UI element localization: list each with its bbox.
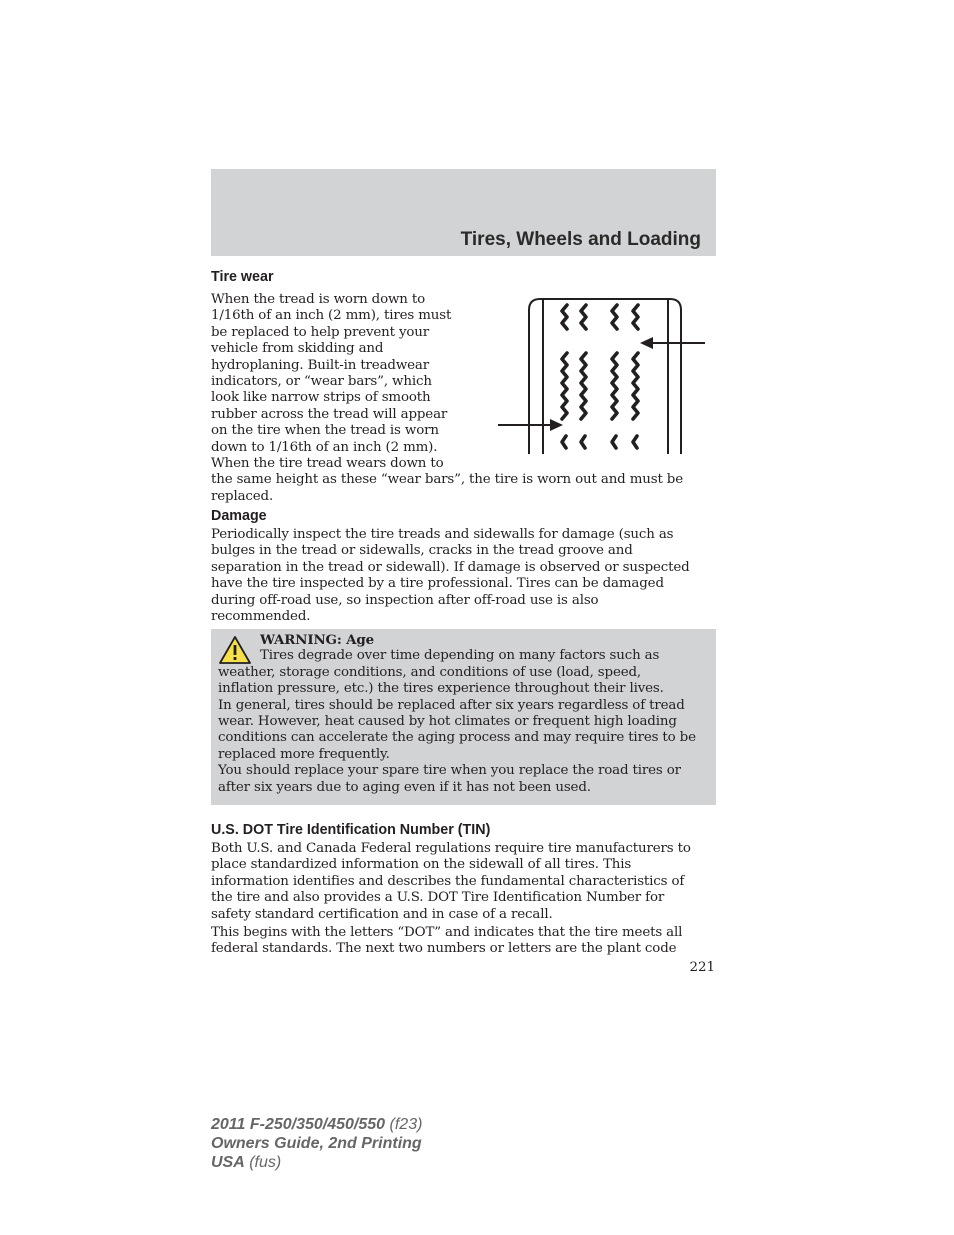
tire-wear-heading: Tire wear	[211, 269, 274, 285]
section-header	[211, 169, 716, 256]
text-line: When the tread is worn down to	[211, 292, 426, 307]
text-line: place standardized information on the sidewall of all tires. This	[211, 857, 632, 873]
text-line: Both U.S. and Canada Federal regulations require tire manufacturers to	[211, 841, 691, 856]
footer-market-line	[211, 1153, 422, 1172]
footer-model: 2011 F-250/350/450/550	[211, 1116, 386, 1133]
text-line: inflation pressure, etc.) the tires experience throughout their lives.	[218, 681, 664, 697]
text-line: hydroplaning. Built-in treadwear	[211, 357, 430, 373]
text-line: Periodically inspect the tire treads and sidewalls for damage (such as	[211, 527, 674, 542]
warning-title: WARNING: Age	[260, 632, 374, 648]
text-line: look like narrow strips of smooth	[211, 390, 431, 406]
page-number: 221	[689, 960, 715, 975]
text-line: replaced.	[211, 488, 274, 504]
tin-paragraph-1	[211, 841, 691, 923]
text-line: have the tire inspected by a tire professional. Tires can be damaged	[211, 576, 664, 592]
document-footer	[211, 1115, 422, 1172]
text-line: during off-road use, so inspection after off-road use is also	[211, 592, 599, 608]
text-line: the tire and also provides a U.S. DOT Tire Identification Number for	[211, 890, 665, 906]
footer-market: USA	[211, 1154, 245, 1171]
damage-heading: Damage	[211, 508, 267, 524]
warning-box	[211, 629, 716, 805]
arrow-left-pointer	[498, 419, 563, 431]
tin-paragraph-2	[211, 925, 682, 958]
warning-text	[218, 632, 696, 796]
text-line: vehicle from skidding and	[211, 341, 384, 357]
text-line: federal standards. The next two numbers or letters are the plant code	[211, 941, 677, 957]
footer-model-line	[211, 1115, 422, 1134]
text-line: the same height as these “wear bars”, the tire is worn out and must be	[211, 472, 683, 488]
text-line: 1/16th of an inch (2 mm), tires must	[211, 308, 452, 324]
text-line: replaced more frequently.	[218, 746, 390, 762]
text-line: safety standard certification and in case of a recall.	[211, 906, 553, 922]
text-line: on the tire when the tread is worn	[211, 423, 439, 439]
text-line: separation in the tread or sidewall). If damage is observed or suspected	[211, 559, 690, 575]
tire-outline	[529, 299, 681, 454]
footer-model-code: (f23)	[385, 1116, 423, 1133]
tin-heading: U.S. DOT Tire Identification Number (TIN)	[211, 822, 491, 838]
text-line: You should replace your spare tire when you replace the road tires or	[218, 763, 681, 779]
section-title: Tires, Wheels and Loading	[460, 229, 701, 250]
text-line: information identifies and describes the fundamental characteristics of	[211, 873, 685, 889]
text-line: rubber across the tread will appear	[211, 406, 448, 422]
text-line: be replaced to help prevent your	[211, 324, 430, 340]
tread-wear-indicator-illustration	[495, 296, 707, 456]
tread-grooves	[562, 305, 638, 448]
footer-market-code: (fus)	[244, 1154, 282, 1171]
text-line: wear. However, heat caused by hot climates or frequent high loading	[218, 714, 677, 730]
arrow-right-pointer	[640, 337, 705, 349]
text-line: down to 1/16th of an inch (2 mm).	[211, 439, 438, 455]
text-line: weather, storage conditions, and conditions of use (load, speed,	[218, 664, 642, 680]
footer-guide-edition: Owners Guide, 2nd Printing	[211, 1135, 422, 1152]
text-line: bulges in the tread or sidewalls, cracks in the tread groove and	[211, 543, 633, 559]
text-line: Tires degrade over time depending on many factors such as	[260, 648, 660, 664]
damage-paragraph	[211, 527, 690, 625]
text-line: This begins with the letters “DOT” and indicates that the tire meets all	[211, 925, 683, 940]
text-line: When the tire tread wears down to	[211, 456, 444, 472]
text-line: conditions can accelerate the aging process and may require tires to be	[218, 730, 696, 746]
text-line: indicators, or “wear bars”, which	[211, 374, 432, 390]
text-line: after six years due to aging even if it has not been used.	[218, 779, 591, 795]
text-line: recommended.	[211, 609, 311, 625]
text-line: In general, tires should be replaced after six years regardless of tread	[218, 697, 685, 713]
